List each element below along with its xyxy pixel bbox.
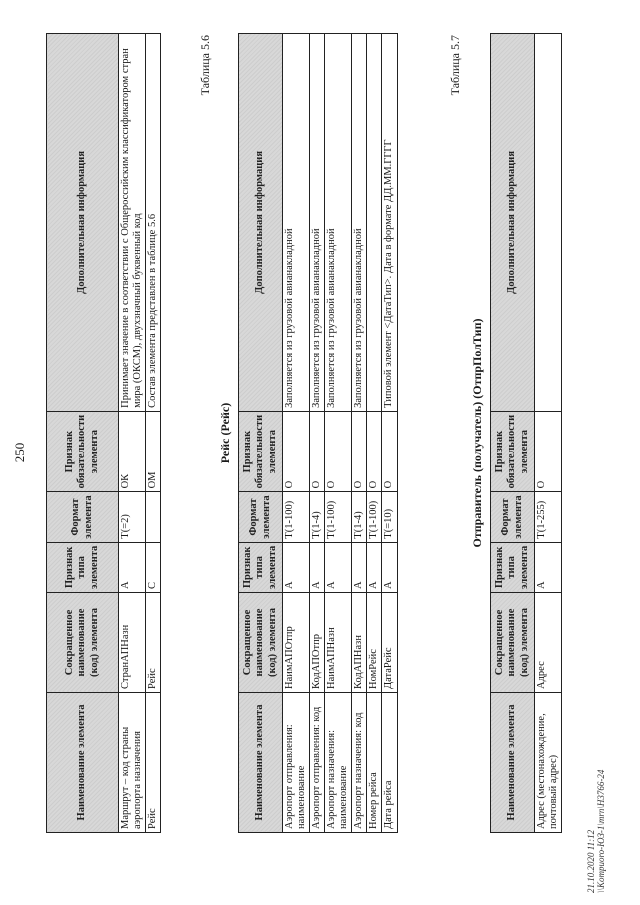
cell-format: Т(1-4): [352, 492, 367, 542]
cell-name: Адрес (местонахождение, почтовый адрес): [535, 693, 562, 833]
cell-type: А: [352, 542, 367, 592]
scan-stamp: [586, 770, 607, 893]
header-type: Признак типа элемента: [47, 542, 119, 592]
cell-info: Принимает значение в соответствии с Общероссийским классификатором стран мира (ОКСМ), двухзначный буквенный код: [119, 34, 146, 412]
table-row: [119, 34, 146, 833]
header-code: Сокращенное наименование (код) элемента: [491, 593, 535, 693]
header-format: Формат элемента: [491, 492, 535, 542]
header-name: Наименование элемента: [47, 693, 119, 833]
cell-code: ДатаРейс: [382, 593, 397, 693]
header-name: Наименование элемента: [491, 693, 535, 833]
cell-type: А: [310, 542, 325, 592]
cell-code: КодАПНазн: [352, 593, 367, 693]
cell-format: Т(=10): [382, 492, 397, 542]
cell-name: Дата рейса: [382, 693, 397, 833]
cell-name: Аэропорт отправления: наименование: [283, 693, 310, 833]
table-header-row: [239, 34, 283, 833]
table-row: [310, 34, 325, 833]
cell-info: Состав элемента представлен в таблице 5.6: [146, 34, 161, 412]
cell-name: Аэропорт отправления: код: [310, 693, 325, 833]
page-number: 250: [12, 442, 27, 463]
cell-code: Адрес: [535, 593, 562, 693]
cell-format: Т(1-100): [367, 492, 382, 542]
table-row: [535, 34, 562, 833]
cell-info: Заполняется из грузовой авианакладной: [325, 34, 352, 412]
stamp-date: 21.10.2020 11:12: [586, 829, 596, 893]
cell-format: Т(1-4): [310, 492, 325, 542]
cell-format: Т(1-255): [535, 492, 562, 542]
cell-info: [535, 34, 562, 412]
cell-type: А: [325, 542, 352, 592]
cell-required: ОК: [119, 411, 146, 492]
cell-info: Заполняется из грузовой авианакладной: [310, 34, 325, 412]
table-56-label: Таблица 5.6: [198, 35, 212, 96]
table-56-title: Рейс (Рейс): [218, 402, 232, 464]
header-info: Дополнительная информация: [491, 34, 535, 412]
cell-info: [367, 34, 382, 412]
cell-code: КодАПОтпр: [310, 593, 325, 693]
table-header-row: [491, 34, 535, 833]
table-prev: [46, 33, 161, 833]
cell-name: Аэропорт назначения: код: [352, 693, 367, 833]
table-row: [146, 34, 161, 833]
header-type: Признак типа элемента: [239, 542, 283, 592]
cell-type: А: [119, 542, 146, 592]
header-info: Дополнительная информация: [239, 34, 283, 412]
table-row: [283, 34, 310, 833]
cell-required: О: [382, 411, 397, 492]
table-57: [490, 33, 562, 833]
cell-name: Рейс: [146, 693, 161, 833]
cell-format: Т(=2): [119, 492, 146, 542]
cell-code: СтранАПНазн: [119, 593, 146, 693]
cell-code: НаимАПНазн: [325, 593, 352, 693]
header-required: Признак обязательности элемента: [491, 411, 535, 492]
table-row: [352, 34, 367, 833]
cell-required: О: [535, 411, 562, 492]
table-56: [238, 33, 398, 833]
header-format: Формат элемента: [239, 492, 283, 542]
table-header-row: [47, 34, 119, 833]
header-required: Признак обязательности элемента: [47, 411, 119, 492]
cell-code: Рейс: [146, 593, 161, 693]
cell-required: ОМ: [146, 411, 161, 492]
cell-name: Аэропорт назначения: наименование: [325, 693, 352, 833]
cell-type: С: [146, 542, 161, 592]
header-required: Признак обязательности элемента: [239, 411, 283, 492]
cell-format: [146, 492, 161, 542]
header-name: Наименование элемента: [239, 693, 283, 833]
cell-name: Маршрут – код страны аэропорта назначения: [119, 693, 146, 833]
cell-type: А: [382, 542, 397, 592]
cell-required: О: [352, 411, 367, 492]
cell-info: Заполняется из грузовой авианакладной: [283, 34, 310, 412]
table-row: [325, 34, 352, 833]
cell-info: Типовой элемент <ДатаТип>. Дата в формате ДД.ММ.ГГГГ: [382, 34, 397, 412]
cell-type: А: [535, 542, 562, 592]
header-format: Формат элемента: [47, 492, 119, 542]
table-row: [367, 34, 382, 833]
cell-format: Т(1-100): [283, 492, 310, 542]
cell-type: А: [367, 542, 382, 592]
cell-info: Заполняется из грузовой авианакладной: [352, 34, 367, 412]
table-57-label: Таблица 5.7: [448, 35, 462, 96]
table-57-title: Отправитель (получатель) (ОтпрПолТип): [470, 318, 484, 548]
header-code: Сокращенное наименование (код) элемента: [239, 593, 283, 693]
cell-required: О: [325, 411, 352, 492]
cell-name: Номер рейса: [367, 693, 382, 833]
header-info: Дополнительная информация: [47, 34, 119, 412]
cell-type: А: [283, 542, 310, 592]
table-row: [382, 34, 397, 833]
cell-code: НомРейс: [367, 593, 382, 693]
stamp-path: \\Kompuoro-ЮЗ-1\mrn\Н3766-24: [596, 769, 607, 893]
header-code: Сокращенное наименование (код) элемента: [47, 593, 119, 693]
header-type: Признак типа элемента: [491, 542, 535, 592]
cell-required: О: [283, 411, 310, 492]
cell-required: О: [310, 411, 325, 492]
cell-code: НаимАПОтпр: [283, 593, 310, 693]
cell-required: О: [367, 411, 382, 492]
cell-format: Т(1-100): [325, 492, 352, 542]
